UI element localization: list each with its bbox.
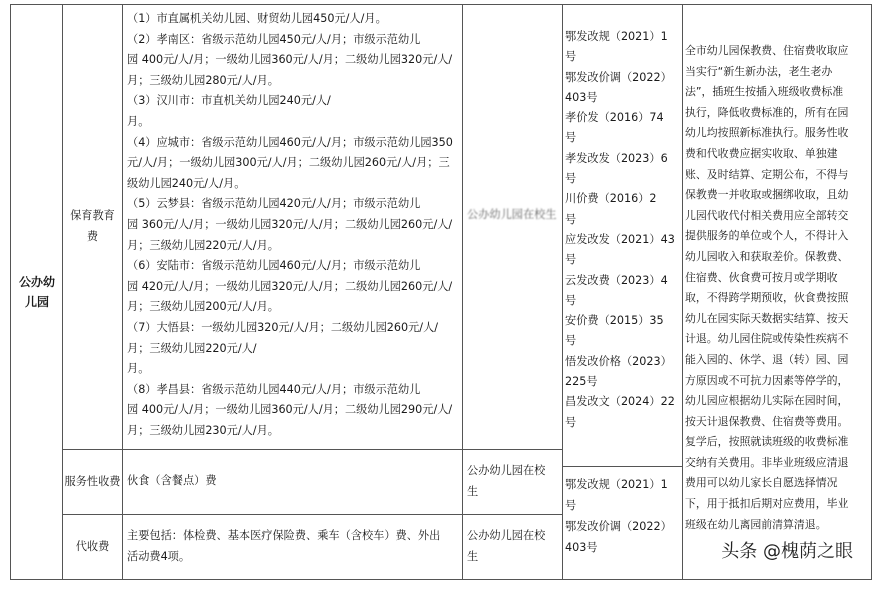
basis-line: 号 bbox=[565, 131, 577, 145]
childcare-fee-content bbox=[127, 9, 461, 441]
content-line: 园 400元/人/月；一级幼儿园360元/人/月；二级幼儿园320元/人/ bbox=[127, 53, 453, 67]
notes-line: 能入园的、休学、退（转）园、园 bbox=[685, 352, 849, 366]
notes-line: 取，不得跨学期预收，伙食费按照 bbox=[685, 291, 849, 305]
content-line: （7）大悟县：一级幼儿园320元/人/月；二级幼儿园260元/人/ bbox=[127, 320, 439, 334]
object-text: 公办幼儿园在校 bbox=[467, 464, 546, 477]
content-line: 元/人/月；一级幼儿园300元/人/月；二级幼儿园260元/人/月；三 bbox=[127, 156, 450, 170]
object-text: 生 bbox=[467, 484, 479, 498]
content-line: 园 420元/人/月；一级幼儿园320元/人/月；二级幼儿园260元/人/ bbox=[127, 279, 453, 293]
notes-line: 保教费一并收取或捆绑收取，且幼 bbox=[685, 188, 849, 202]
policy-basis-top bbox=[565, 27, 681, 433]
object-text: 生 bbox=[467, 549, 479, 563]
basis-line: 云发改费（2023）4 bbox=[565, 273, 668, 287]
item-label: 保育教育费 bbox=[70, 209, 115, 243]
watermark: 头条 @槐荫之眼 bbox=[717, 535, 857, 565]
content-line: 主要包括：体检费、基本医疗保险费、乘车（含校车）费、外出 bbox=[127, 529, 441, 542]
content-line: （6）安陆市：省级示范幼儿园460元/人/月；市级示范幼儿 bbox=[127, 259, 421, 273]
content-line: 月；三级幼儿园220元/人/ bbox=[127, 341, 257, 355]
column-divider bbox=[122, 5, 123, 579]
notes-column bbox=[685, 41, 872, 535]
notes-line: 计退。幼儿园住院或传染性疾病不 bbox=[685, 332, 849, 346]
notes-line: 提供服务的单位或个人，不得计入 bbox=[685, 229, 849, 243]
collection-fee-object bbox=[467, 526, 561, 567]
content-line: 级幼儿园240元/人/月。 bbox=[127, 176, 246, 190]
content-line: （2）孝南区：省级示范幼儿园450元/人/月；市级示范幼儿 bbox=[127, 32, 421, 46]
column-divider bbox=[462, 5, 463, 579]
column-divider bbox=[562, 5, 563, 579]
basis-line: 号 bbox=[565, 334, 577, 348]
basis-line: 号 bbox=[565, 253, 577, 267]
notes-line: 儿园代收代付相关费用应全部转交 bbox=[685, 208, 849, 222]
content-line: （5）云梦县：省级示范幼儿园420元/人/月；市级示范幼儿 bbox=[127, 197, 421, 211]
content-line: 伙食（含餐点）费 bbox=[127, 474, 217, 487]
fee-table bbox=[10, 4, 872, 580]
content-line: （8）孝昌县：省级示范幼儿园440元/人/月；市级示范幼儿 bbox=[127, 382, 421, 396]
policy-basis-bottom bbox=[565, 474, 681, 558]
notes-line: 费用可以幼儿家长自愿选择情况 bbox=[685, 476, 838, 490]
basis-line: 225号 bbox=[565, 375, 598, 389]
notes-line: 当实行“新生新办法，老生老办 bbox=[685, 64, 833, 78]
basis-line: 号 bbox=[565, 172, 577, 186]
column-divider bbox=[682, 5, 683, 579]
category-cell bbox=[13, 5, 61, 579]
basis-line: 川价费（2016）2 bbox=[565, 192, 657, 206]
item-label: 代收费 bbox=[75, 539, 110, 553]
basis-line: 号 bbox=[565, 499, 577, 512]
basis-line: 鄂发改价调（2022） bbox=[565, 520, 672, 533]
category-label: 公办幼儿园 bbox=[18, 275, 55, 309]
item-cell-service bbox=[63, 450, 122, 514]
notes-line: 幼儿园收入和获取差价。保教费、 bbox=[685, 249, 849, 263]
content-line: （1）市直属机关幼儿园、财贸幼儿园450元/人/月。 bbox=[127, 12, 387, 25]
service-fee-object bbox=[467, 461, 561, 502]
item-cell-childcare bbox=[63, 5, 122, 449]
row-divider bbox=[62, 514, 562, 515]
childcare-fee-object bbox=[467, 205, 561, 226]
object-text: 公办幼儿园在校 bbox=[467, 529, 546, 542]
notes-line: 幼儿园应根据幼儿实际在园时间， bbox=[685, 394, 849, 408]
content-line: 月；三级幼儿园200元/人/月。 bbox=[127, 300, 279, 314]
notes-line: 全市幼儿园保教费、住宿费收取应 bbox=[685, 44, 849, 57]
basis-line: 号 bbox=[565, 50, 577, 64]
content-line: 园 360元/人/月；一级幼儿园320元/人/月；二级幼儿园260元/人/ bbox=[127, 217, 453, 231]
collection-fee-content bbox=[127, 526, 461, 567]
item-cell-collection bbox=[63, 515, 122, 579]
notes-line: 幼儿在园实际天数据实结算、按天 bbox=[685, 311, 849, 325]
notes-line: 按天计退保教费、住宿费等费用。 bbox=[685, 414, 849, 428]
basis-line: 昌发改文（2024）22 bbox=[565, 395, 675, 409]
basis-line: 号 bbox=[565, 212, 577, 226]
basis-line: 号 bbox=[565, 415, 577, 429]
content-line: 月；三级幼儿园220元/人/月。 bbox=[127, 238, 279, 252]
notes-line: 法”，插班生按插入班级收费标准 bbox=[685, 85, 844, 99]
object-text: 生 bbox=[545, 208, 557, 221]
basis-line: 鄂发改价调（2022） bbox=[565, 70, 672, 84]
content-line: 月；三级幼儿园230元/人/月。 bbox=[127, 423, 279, 437]
service-fee-content bbox=[127, 471, 461, 492]
basis-line: 403号 bbox=[565, 541, 598, 554]
basis-line: 号 bbox=[565, 293, 577, 307]
content-line: 月；三级幼儿园280元/人/月。 bbox=[127, 73, 279, 87]
notes-line: 账、及时结算、定期公布，不得与 bbox=[685, 167, 849, 181]
basis-line: 孝价发（2016）74 bbox=[565, 111, 664, 125]
content-line: （3）汉川市：市直机关幼儿园240元/人/ bbox=[127, 94, 331, 108]
notes-line: 班级在幼儿离园前清算清退。 bbox=[685, 517, 827, 531]
notes-line: 交纳有关费用。非毕业班级应清退 bbox=[685, 455, 849, 469]
notes-line: 下，用于抵扣后期对应费用，毕业 bbox=[685, 497, 849, 511]
notes-line: 费和代收费应据实收取、单独建 bbox=[685, 146, 838, 160]
object-text: 公办幼儿园在校 bbox=[467, 208, 546, 221]
notes-line: 方原因或不可抗力因素等停学的， bbox=[685, 373, 849, 387]
notes-line: 执行，降低收费标准的，所有在园 bbox=[685, 105, 849, 119]
basis-line: 鄂发改规（2021）1 bbox=[565, 478, 668, 491]
content-line: 月。 bbox=[127, 114, 150, 128]
basis-line: 安价费（2015）35 bbox=[565, 314, 664, 328]
content-line: 园 400元/人/月；一级幼儿园360元/人/月；二级幼儿园290元/人/ bbox=[127, 403, 453, 417]
basis-line: 鄂发改规（2021）1 bbox=[565, 30, 668, 43]
notes-line: 幼儿均按照新标准执行。服务性收 bbox=[685, 126, 849, 140]
basis-line: 悟发改价格（2023） bbox=[565, 354, 672, 368]
item-label: 服务性收费 bbox=[64, 474, 121, 488]
notes-line: 复学后，按照就读班级的收费标准 bbox=[685, 435, 849, 449]
content-line: 活动费4项。 bbox=[127, 549, 191, 563]
basis-line: 应发改发（2021）43 bbox=[565, 232, 675, 246]
content-line: （4）应城市：省级示范幼儿园460元/人/月；市级示范幼儿园350 bbox=[127, 135, 453, 149]
basis-line: 孝发改发（2023）6 bbox=[565, 151, 668, 165]
notes-line: 住宿费、伙食费可按月或学期收 bbox=[685, 270, 838, 284]
row-divider bbox=[62, 449, 562, 450]
content-line: 月。 bbox=[127, 362, 150, 376]
row-divider bbox=[562, 466, 682, 467]
basis-line: 403号 bbox=[565, 90, 598, 104]
